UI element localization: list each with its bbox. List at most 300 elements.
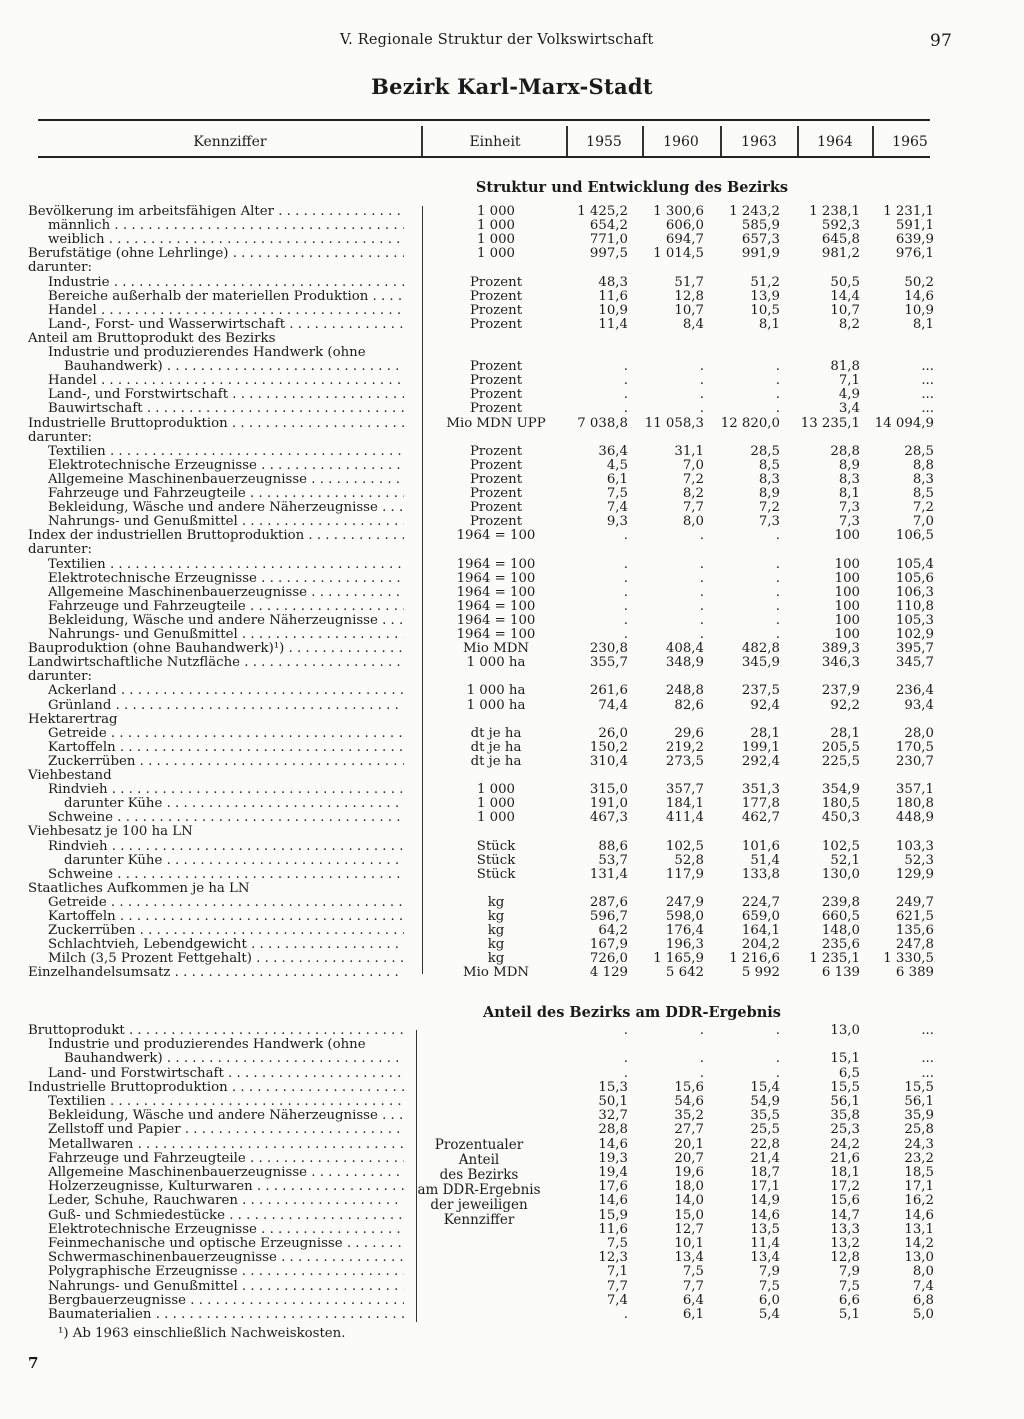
cell-value: 7,4 bbox=[606, 1292, 628, 1308]
row-label: Schweine . . . bbox=[48, 811, 404, 825]
table-row bbox=[28, 276, 968, 290]
table-row bbox=[28, 727, 968, 741]
cell-value: 103,3 bbox=[895, 838, 934, 854]
cell-value: 346,3 bbox=[821, 655, 860, 671]
cell-value: 51,4 bbox=[750, 852, 780, 868]
cell-value: 694,7 bbox=[665, 232, 704, 248]
table-row bbox=[28, 529, 968, 543]
row-unit: kg bbox=[487, 937, 505, 953]
cell-value: 14,9 bbox=[750, 1193, 780, 1209]
row-unit: 1 000 bbox=[476, 204, 516, 219]
table-row bbox=[28, 388, 968, 402]
cell-value: 10,5 bbox=[750, 302, 780, 318]
cell-value: 7,5 bbox=[758, 1278, 780, 1294]
cell-value: 13,3 bbox=[830, 1221, 860, 1237]
cell-value: 5,1 bbox=[838, 1307, 860, 1322]
cell-value: 976,1 bbox=[895, 246, 934, 262]
row-unit: Prozent bbox=[469, 457, 523, 473]
cell-value: . bbox=[775, 373, 780, 389]
cell-value: 598,0 bbox=[665, 909, 704, 924]
cell-value: 13,0 bbox=[904, 1250, 934, 1266]
row-label: Fahrzeuge und Fahrzeugteile . . . bbox=[48, 487, 404, 501]
cell-value: 8,5 bbox=[912, 486, 934, 501]
cell-value: . bbox=[699, 387, 704, 403]
footnote: ¹) Ab 1963 einschließlich Nachweiskosten. bbox=[58, 1326, 346, 1341]
cell-value: 235,6 bbox=[821, 937, 860, 953]
cell-value: 5,0 bbox=[912, 1307, 934, 1322]
row-label: Rindvieh . . . bbox=[48, 783, 404, 797]
cell-value: . bbox=[623, 359, 628, 375]
table-row bbox=[28, 1052, 968, 1066]
cell-value: 36,4 bbox=[598, 443, 628, 459]
cell-value: 13,4 bbox=[750, 1250, 780, 1266]
cell-value: 726,0 bbox=[589, 951, 628, 967]
cell-value: 7,5 bbox=[838, 1278, 860, 1294]
cell-value: 1 216,6 bbox=[729, 951, 780, 967]
cell-value: 56,1 bbox=[830, 1094, 860, 1109]
cell-value: 1 231,1 bbox=[883, 204, 934, 219]
row-unit: Prozent bbox=[469, 471, 523, 487]
cell-value: 10,9 bbox=[904, 302, 934, 318]
cell-value: 12 820,0 bbox=[720, 415, 780, 431]
cell-value: 7,9 bbox=[758, 1264, 780, 1280]
cell-value: . bbox=[775, 598, 780, 614]
cell-value: . bbox=[775, 627, 780, 642]
cell-value: 13,1 bbox=[904, 1221, 934, 1237]
column-separator bbox=[421, 126, 423, 156]
cell-value: 13 235,1 bbox=[800, 415, 860, 431]
cell-value: 48,3 bbox=[598, 274, 628, 290]
cell-value: 100 bbox=[834, 556, 860, 572]
row-label: Einzelhandelsumsatz . . . bbox=[28, 966, 404, 980]
cell-value: 13,0 bbox=[830, 1023, 860, 1038]
row-label: männlich . . . bbox=[48, 219, 404, 233]
table-row bbox=[28, 741, 968, 755]
row-label: Grünland . . . bbox=[48, 699, 404, 713]
row-unit: 1964 = 100 bbox=[456, 627, 536, 642]
cell-value: . bbox=[699, 627, 704, 642]
cell-value: 1 330,5 bbox=[883, 951, 934, 967]
column-separator bbox=[797, 126, 799, 156]
cell-value: 92,4 bbox=[750, 697, 780, 713]
cell-value: 28,0 bbox=[904, 725, 934, 741]
cell-value: 345,9 bbox=[741, 655, 780, 671]
cell-value: 13,5 bbox=[750, 1221, 780, 1237]
cell-value: . bbox=[623, 1023, 628, 1038]
cell-value: . bbox=[623, 627, 628, 642]
cell-value: 130,0 bbox=[821, 866, 860, 882]
cell-value: 101,6 bbox=[741, 838, 780, 854]
cell-value: 10,1 bbox=[674, 1236, 704, 1251]
cell-value: 19,6 bbox=[674, 1165, 704, 1180]
row-label: Fahrzeuge und Fahrzeugteile . . . bbox=[48, 600, 404, 614]
cell-value: 15,0 bbox=[674, 1207, 704, 1223]
row-label: Viehbestand bbox=[28, 769, 112, 783]
cell-value: 18,7 bbox=[750, 1165, 780, 1180]
cell-value: 310,4 bbox=[589, 753, 628, 769]
column-header-year-1: 1955 bbox=[586, 134, 622, 150]
row-label: Kartoffeln . . . bbox=[48, 910, 404, 924]
row-label: Berufstätige (ohne Lehrlinge) . . . bbox=[28, 247, 404, 261]
row-unit: 1964 = 100 bbox=[456, 612, 536, 628]
cell-value: 35,8 bbox=[830, 1108, 860, 1124]
cell-value: 74,4 bbox=[598, 697, 628, 713]
cell-value: 357,1 bbox=[895, 782, 934, 798]
cell-value: 24,3 bbox=[904, 1136, 934, 1152]
table-row bbox=[28, 515, 968, 529]
cell-value: 11,4 bbox=[750, 1236, 780, 1251]
cell-value: 7,5 bbox=[606, 1236, 628, 1251]
cell-value: . bbox=[699, 598, 704, 614]
cell-value: 81,8 bbox=[830, 359, 860, 375]
cell-value: 50,5 bbox=[830, 274, 860, 290]
cell-value: 14,6 bbox=[904, 288, 934, 304]
cell-value: 14,6 bbox=[904, 1207, 934, 1223]
cell-value: 596,7 bbox=[589, 909, 628, 924]
cell-value: 28,5 bbox=[904, 443, 934, 459]
cell-value: 50,1 bbox=[598, 1094, 628, 1109]
cell-value: . bbox=[699, 401, 704, 417]
cell-value: 7,3 bbox=[758, 514, 780, 530]
cell-value: 14,4 bbox=[830, 288, 860, 304]
cell-value: 5 992 bbox=[741, 965, 780, 981]
cell-value: 92,2 bbox=[830, 697, 860, 713]
row-label: Elektrotechnische Erzeugnisse . . . bbox=[48, 572, 404, 586]
cell-value: 102,5 bbox=[665, 838, 704, 854]
cell-value: 53,7 bbox=[598, 852, 628, 868]
row-label: Schlachtvieh, Lebendgewicht . . . bbox=[48, 938, 404, 952]
cell-value: . bbox=[623, 1065, 628, 1081]
cell-value: 15,1 bbox=[830, 1051, 860, 1067]
column-separator bbox=[872, 126, 874, 156]
cell-value: 93,4 bbox=[904, 697, 934, 713]
cell-value: 287,6 bbox=[589, 894, 628, 910]
cell-value: 6,6 bbox=[838, 1292, 860, 1308]
cell-value: 657,3 bbox=[741, 232, 780, 248]
cell-value: 28,1 bbox=[830, 725, 860, 741]
unit-note-line: der jeweiligen bbox=[430, 1197, 528, 1213]
cell-value: 14,2 bbox=[904, 1236, 934, 1251]
cell-value: 12,8 bbox=[830, 1250, 860, 1266]
cell-value: 18,0 bbox=[674, 1179, 704, 1195]
row-unit: 1964 = 100 bbox=[456, 598, 536, 614]
row-label: Bekleidung, Wäsche und andere Näherzeugnisse . . . bbox=[48, 1109, 404, 1123]
cell-value: . bbox=[623, 612, 628, 628]
table-row bbox=[28, 1095, 968, 1109]
cell-value: 7,2 bbox=[912, 500, 934, 516]
cell-value: 11,6 bbox=[598, 1221, 628, 1237]
cell-value: 1 165,9 bbox=[653, 951, 704, 967]
table-row bbox=[28, 1308, 968, 1322]
row-label: Textilien . . . bbox=[48, 1095, 404, 1109]
cell-value: 1 235,1 bbox=[809, 951, 860, 967]
cell-value: 395,7 bbox=[895, 641, 934, 657]
cell-value: 170,5 bbox=[895, 739, 934, 755]
cell-value: 52,8 bbox=[674, 852, 704, 868]
table-row bbox=[28, 261, 968, 275]
cell-value: 8,5 bbox=[758, 457, 780, 473]
cell-value: 224,7 bbox=[741, 894, 780, 910]
table-row bbox=[28, 797, 968, 811]
cell-value: 10,7 bbox=[830, 302, 860, 318]
row-unit: dt je ha bbox=[470, 753, 522, 769]
cell-value: 12,7 bbox=[674, 1221, 704, 1237]
table-row bbox=[28, 699, 968, 713]
cell-value: 180,8 bbox=[895, 796, 934, 812]
cell-value: 106,3 bbox=[895, 584, 934, 600]
row-label: Nahrungs- und Genußmittel . . . bbox=[48, 628, 404, 642]
cell-value: 621,5 bbox=[895, 909, 934, 924]
table-row bbox=[28, 952, 968, 966]
cell-value: 52,1 bbox=[830, 852, 860, 868]
row-unit: Prozent bbox=[469, 486, 523, 501]
cell-value: 8,9 bbox=[758, 486, 780, 501]
cell-value: 8,3 bbox=[912, 471, 934, 487]
cell-value: 100 bbox=[834, 528, 860, 544]
row-unit: Prozent bbox=[469, 387, 523, 403]
table-row bbox=[28, 1280, 968, 1294]
cell-value: 997,5 bbox=[589, 246, 628, 262]
table-row bbox=[28, 1251, 968, 1265]
table-row bbox=[28, 219, 968, 233]
cell-value: 7,3 bbox=[838, 500, 860, 516]
row-unit: 1 000 bbox=[476, 246, 516, 262]
cell-value: 771,0 bbox=[589, 232, 628, 248]
cell-value: 131,4 bbox=[589, 866, 628, 882]
cell-value: 15,6 bbox=[674, 1079, 704, 1095]
cell-value: 14 094,9 bbox=[874, 415, 934, 431]
cell-value: 14,7 bbox=[830, 1207, 860, 1223]
table-row bbox=[28, 445, 968, 459]
cell-value: 25,8 bbox=[904, 1122, 934, 1138]
row-label: Holzerzeugnisse, Kulturwaren . . . bbox=[48, 1180, 404, 1194]
cell-value: ... bbox=[921, 1023, 934, 1038]
cell-value: 82,6 bbox=[674, 697, 704, 713]
cell-value: 17,2 bbox=[830, 1179, 860, 1195]
column-header-year-5: 1965 bbox=[892, 134, 928, 150]
cell-value: . bbox=[623, 401, 628, 417]
cell-value: 8,3 bbox=[838, 471, 860, 487]
row-unit: dt je ha bbox=[470, 725, 522, 741]
page-header-section: V. Regionale Struktur der Volkswirtschaft bbox=[340, 32, 654, 48]
cell-value: 345,7 bbox=[895, 655, 934, 671]
cell-value: 26,0 bbox=[598, 725, 628, 741]
cell-value: 8,1 bbox=[912, 316, 934, 332]
row-label: Bauproduktion (ohne Bauhandwerk)¹) . . . bbox=[28, 642, 404, 656]
row-unit: kg bbox=[487, 951, 505, 967]
table-row bbox=[28, 1024, 968, 1038]
cell-value: 32,7 bbox=[598, 1108, 628, 1124]
cell-value: 29,6 bbox=[674, 725, 704, 741]
table-row bbox=[28, 572, 968, 586]
row-unit: Prozent bbox=[469, 514, 523, 530]
row-unit: 1964 = 100 bbox=[456, 528, 536, 544]
table-top-rule bbox=[38, 119, 930, 121]
cell-value: ... bbox=[921, 401, 934, 417]
cell-value: 981,2 bbox=[821, 246, 860, 262]
row-label: Land-, und Forstwirtschaft . . . bbox=[48, 388, 404, 402]
cell-value: 199,1 bbox=[741, 739, 780, 755]
cell-value: 237,9 bbox=[821, 683, 860, 699]
cell-value: 22,8 bbox=[750, 1136, 780, 1152]
cell-value: ... bbox=[921, 359, 934, 375]
cell-value: 31,1 bbox=[674, 443, 704, 459]
cell-value: . bbox=[623, 1051, 628, 1067]
cell-value: 6 139 bbox=[821, 965, 860, 981]
cell-value: . bbox=[699, 556, 704, 572]
cell-value: 8,1 bbox=[838, 486, 860, 501]
cell-value: . bbox=[623, 584, 628, 600]
table-row bbox=[28, 360, 968, 374]
table-row bbox=[28, 1067, 968, 1081]
cell-value: 4,5 bbox=[606, 457, 628, 473]
table-header-rule bbox=[38, 156, 930, 158]
cell-value: 54,6 bbox=[674, 1094, 704, 1109]
cell-value: 184,1 bbox=[665, 796, 704, 812]
cell-value: 660,5 bbox=[821, 909, 860, 924]
cell-value: 248,8 bbox=[665, 683, 704, 699]
cell-value: . bbox=[775, 528, 780, 544]
cell-value: 236,4 bbox=[895, 683, 934, 699]
cell-value: 6,1 bbox=[606, 471, 628, 487]
column-header-year-2: 1960 bbox=[663, 134, 699, 150]
row-unit: Mio MDN UPP bbox=[446, 415, 546, 431]
row-label: Metallwaren . . . bbox=[48, 1138, 404, 1152]
row-unit: Prozent bbox=[469, 288, 523, 304]
column-header-year-3: 1963 bbox=[741, 134, 777, 150]
cell-value: 25,3 bbox=[830, 1122, 860, 1138]
cell-value: . bbox=[623, 570, 628, 586]
cell-value: 7,5 bbox=[606, 486, 628, 501]
row-label: Bereiche außerhalb der materiellen Produktion . . . bbox=[48, 290, 404, 304]
row-label: weiblich . . . bbox=[48, 233, 404, 247]
cell-value: 7 038,8 bbox=[577, 415, 628, 431]
table-row bbox=[28, 374, 968, 388]
row-label: Industrie . . . bbox=[48, 276, 404, 290]
cell-value: 20,1 bbox=[674, 1136, 704, 1152]
cell-value: . bbox=[699, 570, 704, 586]
cell-value: 106,5 bbox=[895, 528, 934, 544]
cell-value: 100 bbox=[834, 598, 860, 614]
cell-value: 17,1 bbox=[750, 1179, 780, 1195]
row-unit: 1 000 bbox=[476, 810, 516, 826]
cell-value: 15,5 bbox=[904, 1079, 934, 1095]
row-label: Ackerland . . . bbox=[48, 684, 404, 698]
cell-value: ... bbox=[921, 1065, 934, 1081]
cell-value: 7,5 bbox=[682, 1264, 704, 1280]
cell-value: 100 bbox=[834, 570, 860, 586]
cell-value: 7,1 bbox=[606, 1264, 628, 1280]
cell-value: 16,2 bbox=[904, 1193, 934, 1209]
table-row bbox=[28, 882, 968, 896]
row-label: Bruttoprodukt . . . bbox=[28, 1024, 404, 1038]
cell-value: 7,2 bbox=[758, 500, 780, 516]
cell-value: 7,1 bbox=[838, 373, 860, 389]
cell-value: 450,3 bbox=[821, 810, 860, 826]
cell-value: 247,8 bbox=[895, 937, 934, 953]
cell-value: 19,4 bbox=[598, 1165, 628, 1180]
unit-note-line: am DDR-Ergebnis bbox=[417, 1182, 541, 1198]
table-row bbox=[28, 1294, 968, 1308]
unit-note-line: Prozentualer Anteil bbox=[434, 1137, 524, 1168]
cell-value: 4,9 bbox=[838, 387, 860, 403]
cell-value: 28,1 bbox=[750, 725, 780, 741]
table-row bbox=[28, 346, 968, 360]
table-row bbox=[28, 684, 968, 698]
unit-note-block bbox=[414, 1138, 544, 1228]
row-label: Staatliches Aufkommen je ha LN bbox=[28, 881, 250, 896]
section-title-anteil: Anteil des Bezirks am DDR-Ergebnis bbox=[483, 1004, 781, 1021]
cell-value: 15,9 bbox=[598, 1207, 628, 1223]
column-header-year-4: 1964 bbox=[817, 134, 853, 150]
cell-value: 51,2 bbox=[750, 274, 780, 290]
table-row bbox=[28, 670, 968, 684]
cell-value: . bbox=[699, 1051, 704, 1067]
table-row bbox=[28, 966, 968, 980]
cell-value: 13,9 bbox=[750, 288, 780, 304]
row-label: Anteil am Bruttoprodukt des Bezirks bbox=[28, 331, 276, 346]
cell-value: 100 bbox=[834, 627, 860, 642]
cell-value: 249,7 bbox=[895, 894, 934, 910]
cell-value: 592,3 bbox=[821, 218, 860, 234]
cell-value: . bbox=[699, 612, 704, 628]
table-row bbox=[28, 1038, 968, 1052]
cell-value: 654,2 bbox=[589, 218, 628, 234]
table-row bbox=[28, 558, 968, 572]
row-label: Elektrotechnische Erzeugnisse . . . bbox=[48, 459, 404, 473]
row-unit: 1 000 ha bbox=[466, 697, 526, 713]
cell-value: 351,3 bbox=[741, 782, 780, 798]
table-row bbox=[28, 1265, 968, 1279]
cell-value: 25,5 bbox=[750, 1122, 780, 1138]
cell-value: 659,0 bbox=[741, 909, 780, 924]
row-label: Land-, Forst- und Wasserwirtschaft . . . bbox=[48, 318, 404, 332]
column-header-einheit: Einheit bbox=[469, 134, 521, 150]
row-label: Bekleidung, Wäsche und andere Näherzeugnisse . . . bbox=[48, 614, 404, 628]
table-row bbox=[28, 614, 968, 628]
cell-value: . bbox=[623, 1307, 628, 1322]
cell-value: 247,9 bbox=[665, 894, 704, 910]
row-unit: Prozent bbox=[469, 316, 523, 332]
cell-value: 1 243,2 bbox=[729, 204, 780, 219]
row-label: Rindvieh . . . bbox=[48, 840, 404, 854]
cell-value: 14,0 bbox=[674, 1193, 704, 1209]
cell-value: 7,7 bbox=[682, 1278, 704, 1294]
row-label: darunter: bbox=[28, 670, 92, 685]
row-unit: Prozent bbox=[469, 500, 523, 516]
cell-value: . bbox=[699, 359, 704, 375]
cell-value: 8,0 bbox=[912, 1264, 934, 1280]
table-row bbox=[28, 543, 968, 557]
table-row bbox=[28, 896, 968, 910]
cell-value: 17,6 bbox=[598, 1179, 628, 1195]
row-unit: Mio MDN bbox=[462, 965, 529, 981]
cell-value: 150,2 bbox=[589, 739, 628, 755]
table-row bbox=[28, 417, 968, 431]
row-label: Nahrungs- und Genußmittel . . . bbox=[48, 515, 404, 529]
column-header-kennziffer: Kennziffer bbox=[193, 134, 267, 150]
row-label: Feinmechanische und optische Erzeugnisse . . . bbox=[48, 1237, 404, 1251]
cell-value: 411,4 bbox=[665, 810, 704, 826]
cell-value: 7,3 bbox=[838, 514, 860, 530]
table-row bbox=[28, 854, 968, 868]
row-label: Guß- und Schmiedestücke . . . bbox=[48, 1209, 404, 1223]
row-label: darunter Kühe . . . bbox=[64, 854, 404, 868]
cell-value: 482,8 bbox=[741, 641, 780, 657]
table-row bbox=[28, 1109, 968, 1123]
table-row bbox=[28, 924, 968, 938]
cell-value: 176,4 bbox=[665, 923, 704, 939]
